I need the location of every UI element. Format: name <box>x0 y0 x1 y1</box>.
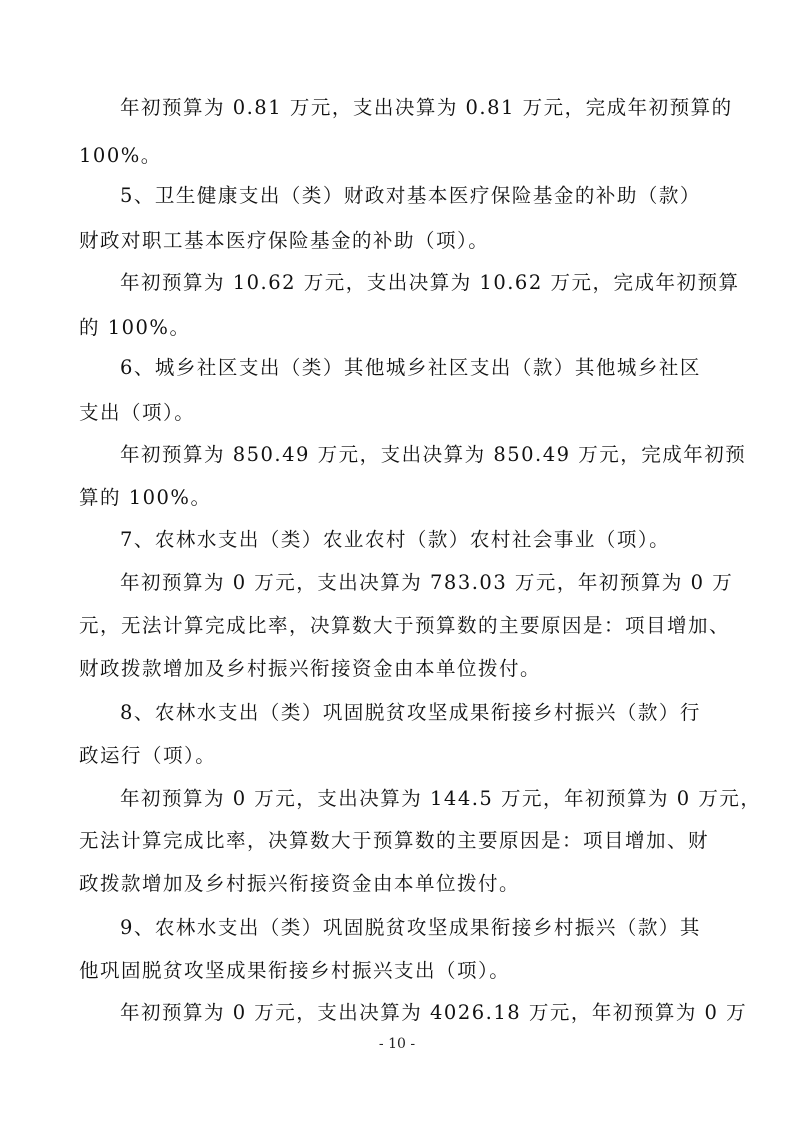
paragraph-line: 年初预算为 0.81 万元，支出决算为 0.81 万元，完成年初预算的 <box>120 96 733 119</box>
paragraph-line: 他巩固脱贫攻坚成果衔接乡村振兴支出（项）。 <box>79 959 511 982</box>
paragraph-line: 年初预算为 0 万元，支出决算为 4026.18 万元，年初预算为 0 万 <box>120 1001 748 1024</box>
paragraph-line: 9、农林水支出（类）巩固脱贫攻坚成果衔接乡村振兴（款）其 <box>120 916 701 939</box>
paragraph-line: 元，无法计算完成比率，决算数大于预算数的主要原因是：项目增加、 <box>79 614 731 637</box>
paragraph-line: 无法计算完成比率，决算数大于预算数的主要原因是：项目增加、财 <box>79 829 710 852</box>
paragraph-line: 7、农林水支出（类）农业农村（款）农村社会事业（项）。 <box>120 528 671 551</box>
paragraph-line: 年初预算为 10.62 万元，支出决算为 10.62 万元，完成年初预算 <box>120 271 740 294</box>
paragraph-line: 年初预算为 850.49 万元，支出决算为 850.49 万元，完成年初预 <box>120 443 747 466</box>
paragraph-line: 100%。 <box>79 144 162 167</box>
page-number: - 10 - <box>378 1036 416 1052</box>
paragraph-line: 政拨款增加及乡村振兴衔接资金由本单位拨付。 <box>79 872 521 895</box>
paragraph-line: 财政拨款增加及乡村振兴衔接资金由本单位拨付。 <box>79 657 542 680</box>
paragraph-line: 支出（项）。 <box>79 401 196 424</box>
paragraph-line: 政运行（项）。 <box>79 744 217 767</box>
paragraph-line: 的 100%。 <box>79 316 191 339</box>
paragraph-line: 8、农林水支出（类）巩固脱贫攻坚成果衔接乡村振兴（款）行 <box>120 701 701 724</box>
paragraph-line: 财政对职工基本医疗保险基金的补助（项）。 <box>79 229 490 252</box>
paragraph-line: 年初预算为 0 万元，支出决算为 144.5 万元，年初预算为 0 万元， <box>120 787 762 810</box>
paragraph-line: 6、城乡社区支出（类）其他城乡社区支出（款）其他城乡社区 <box>120 356 701 379</box>
paragraph-line: 算的 100%。 <box>79 486 212 509</box>
paragraph-line: 年初预算为 0 万元，支出决算为 783.03 万元，年初预算为 0 万 <box>120 571 734 594</box>
paragraph-line: 5、卫生健康支出（类）财政对基本医疗保险基金的补助（款） <box>120 184 701 207</box>
